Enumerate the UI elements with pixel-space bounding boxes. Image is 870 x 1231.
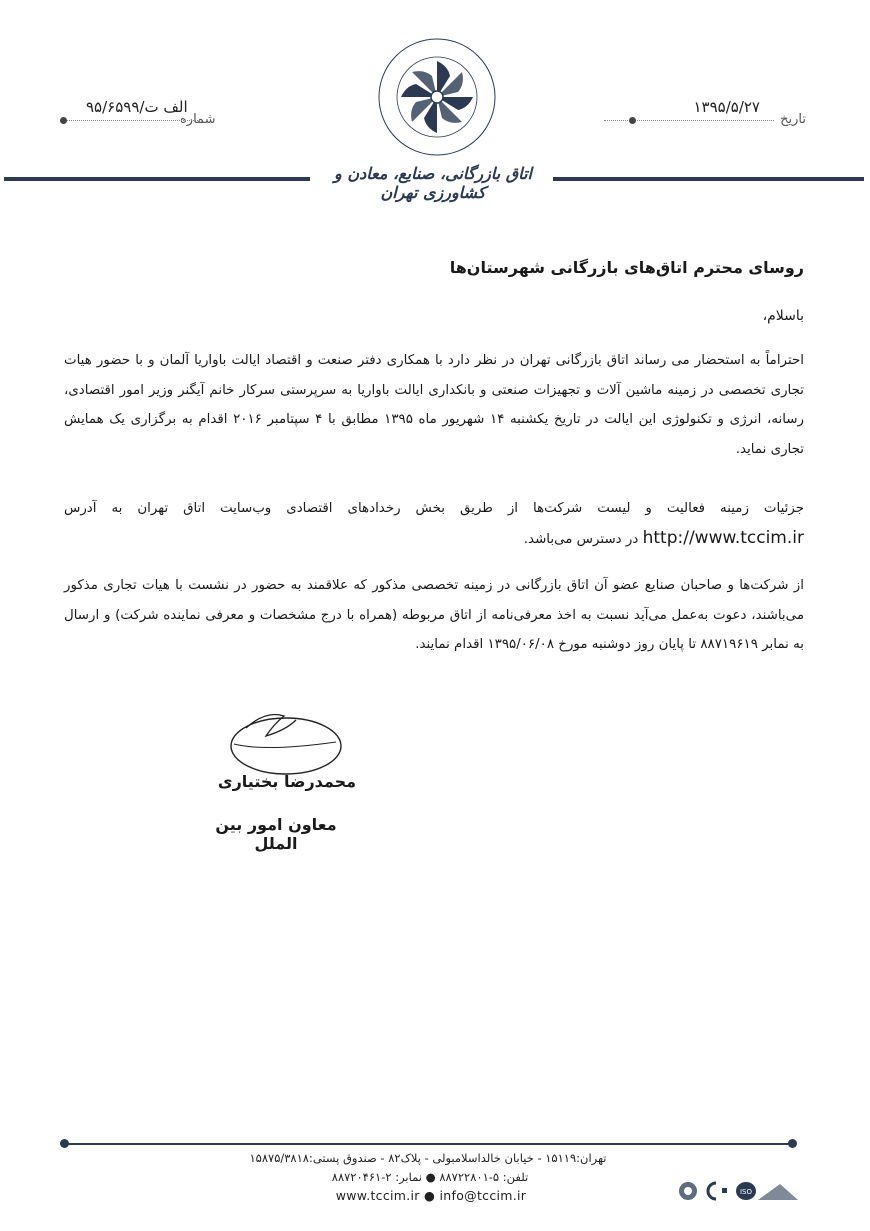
chamber-logo — [376, 36, 498, 158]
svg-text:ISO: ISO — [739, 1188, 753, 1196]
paragraph-2-tail: در دسترس می‌باشد. — [523, 531, 639, 547]
letter-greeting: باسلام، — [762, 308, 804, 324]
date-label: تاریخ — [780, 112, 806, 127]
footer-web: www.tccim.ir ● info@tccim.ir — [335, 1188, 527, 1203]
footer-bullet-left — [60, 1139, 69, 1148]
paragraph-2 — [64, 494, 804, 554]
header-rule-right — [553, 177, 864, 181]
paragraph-2-text: جزئیات زمینه فعالیت و لیست شرکت‌ها از طریق بخش رخدادهای اقتصادی وب‌سایت اتاق تهران به آدرس — [64, 501, 804, 516]
footer-address: تهران:۱۵۱۱۹ - خیابان خالداسلامبولی - پلاک۸۲ - صندوق پستی:۱۵۸۷۵/۳۸۱۸ — [249, 1151, 607, 1165]
signer-name: محمدرضا بختیاری — [217, 772, 357, 791]
paragraph-1: احتراماً به استحضار می رساند اتاق بازرگانی تهران در نظر دارد با همکاری دفتر صنعت و اقتصاد ایالت باواریا آلمان و با حضور هیات تجاری تخصصی در زمینه ماشین آلات و تجهیزات صنعتی و بانکداری ایالت باواریا به سرپرستی سرکار خانم آیگنر وزیر امور اقتصادی، رسانه، انرژی و تکنولوژی این ایالت در تاریخ یکشنبه ۱۴ شهریور ماه ۱۳۹۵ مطابق با ۴ سپتامبر ۲۰۱۶ اقدام به برگزاری یک همایش تجاری نماید. — [64, 353, 804, 457]
date-value: ۱۳۹۵/۵/۲۷ — [693, 98, 760, 116]
certification-logos — [676, 1178, 800, 1204]
footer-rule — [64, 1143, 794, 1145]
signer-title: معاون امور بین الملل — [215, 815, 337, 853]
number-dotted-line — [64, 120, 202, 121]
website-link[interactable]: http://www.tccim.ir — [642, 527, 804, 548]
date-bullet — [629, 117, 636, 124]
paragraph-3: از شرکت‌ها و صاحبان صنایع عضو آن اتاق بازرگانی در زمینه تخصصی مذکور که علاقمند به حضور در نشست با هیات تجاری مذکور می‌باشند، دعوت به‌عمل می‌آید نسبت به اخذ معرفی‌نامه از اتاق مربوطه (همراه با درج مشخصات و معرفی نماینده شرکت) و ارسال به نمابر ۸۸۷۱۹۶۱۹ تا پایان روز دوشنبه مورخ ۱۳۹۵/۰۶/۰۸ اقدام نمایند. — [64, 578, 804, 652]
letter-title: روسای محترم اتاق‌های بازرگانی شهرستان‌ها — [449, 258, 804, 277]
header-rule-left — [4, 177, 310, 181]
footer-bullet-right — [788, 1139, 797, 1148]
chamber-name: اتاق بازرگانی، صنایع، معادن و کشاورزی تهران — [334, 164, 532, 202]
footer-phone: تلفن: ۵-۸۸۷۲۲۸۰۱ ● نمابر: ۲-۸۸۷۲۰۴۶۱ — [331, 1170, 529, 1184]
number-value: ۹۵/۶۵۹۹/الف ت — [86, 98, 188, 116]
number-label: شماره — [180, 112, 216, 127]
number-bullet — [60, 117, 67, 124]
